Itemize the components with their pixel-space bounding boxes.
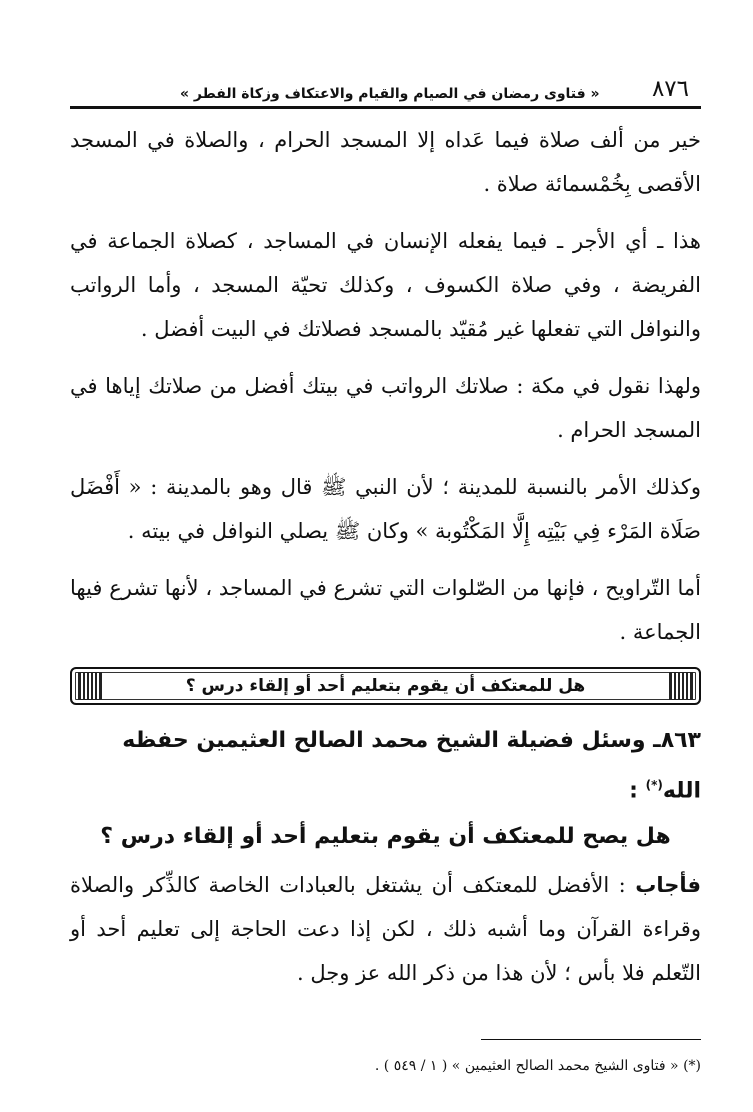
paragraph: هذا ـ أي الأجر ـ فيما يفعله الإنسان في المساجد ، كصلاة الجماعة في الفريضة ، وفي صلاة الكسوف ، وكذلك تحيّة المسجد ، وأما الرواتب والنوافل التي تفعلها غير مُقيّد بالمسجد فصلاتك في البيت أفضل . [70, 229, 701, 341]
book-page [70, 0, 701, 1112]
question: هل يصح للمعتكف أن يقوم بتعليم أحد أو إلقاء درس ؟ [100, 824, 671, 850]
footnote-divider [481, 1039, 701, 1040]
banner-ornament [669, 672, 693, 700]
page-number: ٨٧٦ [651, 76, 689, 102]
page-content [70, 118, 701, 1074]
answer [70, 863, 701, 995]
section-banner [70, 667, 701, 705]
paragraph: وكذلك الأمر بالنسبة للمدينة ؛ لأن النبي ﷺ قال وهو بالمدينة : « أَفْضَل صَلَاة المَرْء فِي بَيْتِه إِلَّا المَكْتُوبة » وكان ﷺ يصلي النوافل في بيته . [70, 475, 701, 543]
fatwa-heading-text: ٨٦٣ـ وسئل فضيلة الشيخ محمد الصالح العثيمين حفظه الله [122, 728, 701, 804]
page-header [70, 72, 701, 109]
footnote-marker: (*) [645, 778, 663, 792]
fatwa-heading [70, 719, 701, 813]
banner-ornament [78, 672, 102, 700]
paragraph: أما التّراويح ، فإنها من الصّلوات التي تشرع في المساجد ، لأنها تشرع فيها الجماعة . [70, 576, 701, 644]
running-title: « فتاوى رمضان في الصيام والقيام والاعتكاف وزكاة الفطر » [180, 86, 600, 102]
answer-text: : الأفضل للمعتكف أن يشتغل بالعبادات الخاصة كالذِّكر والصلاة وقراءة القرآن وما أشبه ذلك ، لكن إذا دعت الحاجة إلى تعليم أحد أو التّعلم فلا بأس ؛ لأن هذا من ذكر الله عز وجل . [70, 873, 701, 986]
fatwa-heading-colon: : [629, 778, 638, 804]
footnote: (*) « فتاوى الشيخ محمد الصالح العثيمين » ( ١ / ٥٤٩ ) . [374, 1058, 701, 1075]
banner-title: هل للمعتكف أن يقوم بتعليم أحد أو إلقاء درس ؟ [185, 676, 586, 696]
paragraph: خير من ألف صلاة فيما عَداه إلا المسجد الحرام ، والصلاة في المسجد الأقصى بِخُمْسمائة صلاة . [70, 128, 701, 196]
answer-lead: فأجاب [635, 873, 701, 898]
paragraph: ولهذا نقول في مكة : صلاتك الرواتب في بيتك أفضل من صلاتك إياها في المسجد الحرام . [70, 374, 701, 442]
